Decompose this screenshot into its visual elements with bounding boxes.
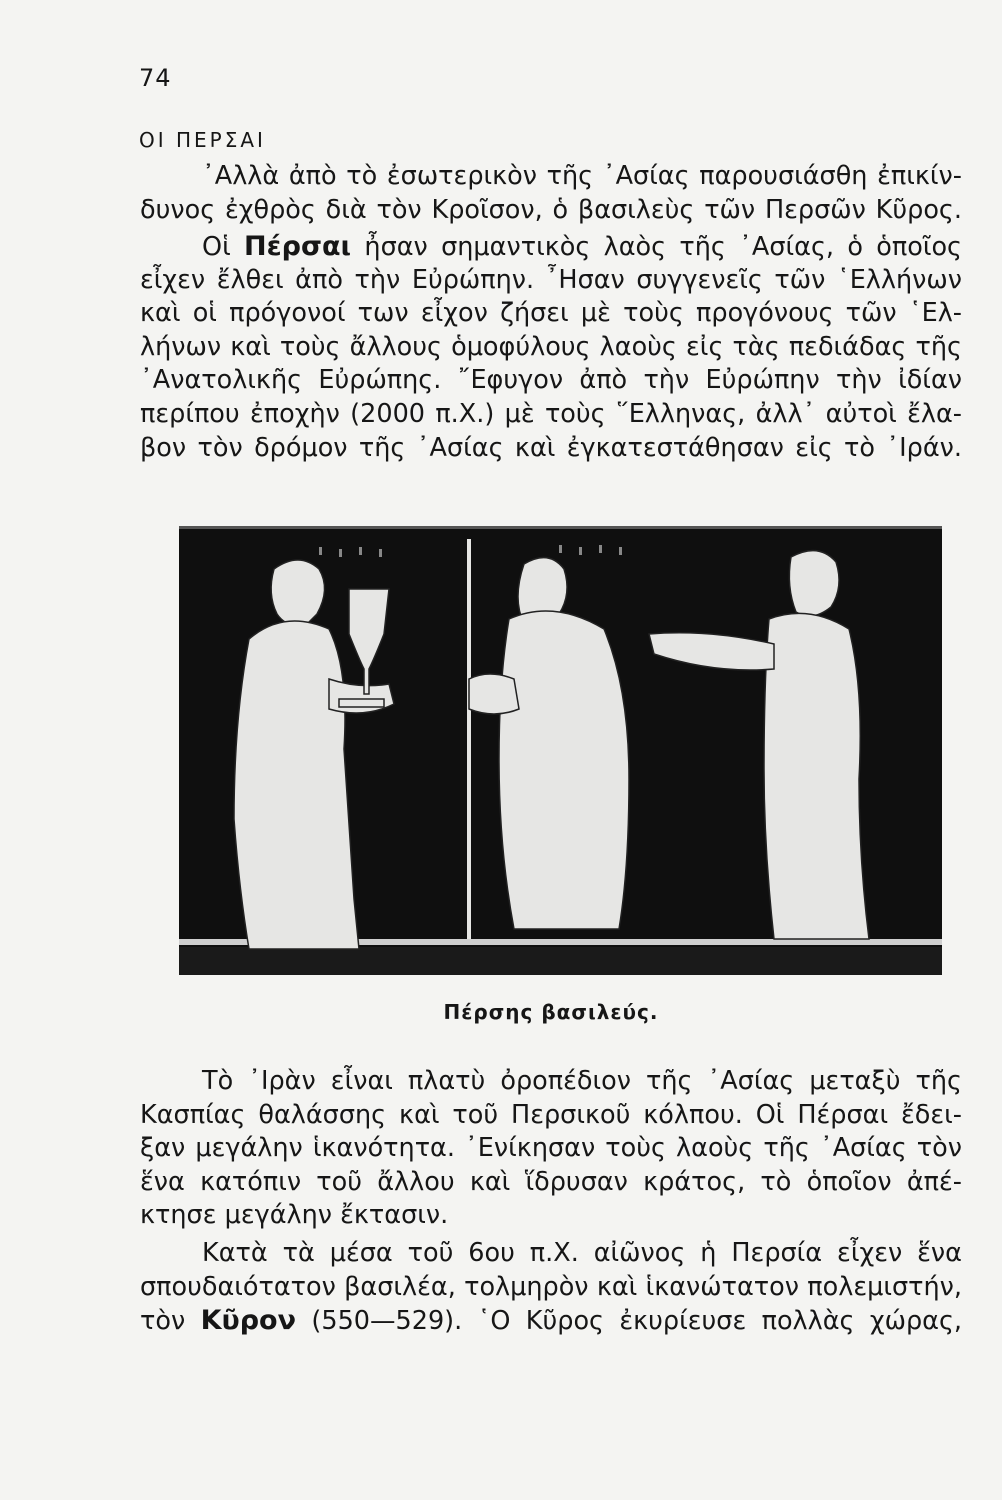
vase-painting-illustration xyxy=(179,529,942,975)
text-line: εἶχεν ἔλθει ἀπὸ τὴν Εὐρώπην. ῏Ησαν συγγενεῖς τῶν ῾Ελλήνων xyxy=(140,264,962,295)
text-line: δυνος ἐχθρὸς διὰ τὸν Κροῖσον, ὁ βασιλεὺς τῶν Περσῶν Κῦρος. xyxy=(140,194,962,225)
text-fragment: ἦσαν σημαντικὸς λαὸς τῆς ᾽Ασίας, ὁ ὁποῖος xyxy=(364,232,963,262)
paragraph-1 xyxy=(140,160,962,227)
text-line: Κασπίας θαλάσσης καὶ τοῦ Περσικοῦ κόλπου. Οἱ Πέρσαι ἔδει- xyxy=(140,1099,962,1130)
text-fragment: τὸν xyxy=(140,1306,186,1337)
text-line: ξαν μεγάλην ἱκανότητα. ᾽Ενίκησαν τοὺς λαοὺς τῆς ᾽Ασίας τὸν xyxy=(140,1133,962,1164)
paragraph-4 xyxy=(140,1237,962,1338)
text-line: κτησε μεγάλην ἔκτασιν. xyxy=(140,1200,449,1231)
text-line: Τὸ ᾽Ιρὰν εἶναι πλατὺ ὀροπέδιον τῆς ᾽Ασίας μεταξὺ τῆς xyxy=(202,1066,962,1096)
text-line: καὶ οἱ πρόγονοί των εἶχον ζήσει μὲ τοὺς προγόνους τῶν ῾Ελ- xyxy=(140,298,962,329)
text-line: περίπου ἐποχὴν (2000 π.Χ.) μὲ τοὺς ῞Ελληνας, ἀλλ᾽ αὐτοὶ ἔλα- xyxy=(140,398,962,429)
text-line: Κατὰ τὰ μέσα τοῦ 6ου π.Χ. αἰῶνος ἡ Περσία εἶχεν ἕνα xyxy=(202,1238,962,1268)
vase-painting-figure xyxy=(179,526,942,975)
running-head: ΟΙ ΠΕΡΣΑΙ xyxy=(139,128,266,152)
page-number: 74 xyxy=(139,64,172,92)
text-line: ἕνα κατόπιν τοῦ ἄλλου καὶ ἵδρυσαν κράτος, τὸ ὁποῖον ἀπέ- xyxy=(140,1166,962,1197)
text-line xyxy=(140,1304,962,1338)
text-line: λήνων καὶ τοὺς ἄλλους ὁμοφύλους λαοὺς εἰς τὰς πεδιάδας τῆς xyxy=(140,331,962,362)
bold-term-cyrus: Κῦρον xyxy=(200,1305,297,1337)
paragraph-3 xyxy=(140,1065,962,1233)
bold-term-persians: Πέρσαι xyxy=(244,231,352,262)
text-line xyxy=(140,230,962,264)
text-fragment: (550—529). ῾Ο Κῦρος ἐκυρίευσε πολλὰς χώρας, xyxy=(311,1306,963,1337)
text-line: ᾽Αλλὰ ἀπὸ τὸ ἐσωτερικὸν τῆς ᾽Ασίας παρουσιάσθη ἐπικίν- xyxy=(202,161,962,191)
text-line: ᾽Ανατολικῆς Εὐρώπης. ῎Εφυγον ἀπὸ τὴν Εὐρώπην τὴν ἰδίαν xyxy=(140,365,962,396)
paragraph-2 xyxy=(140,230,962,465)
text-line: βον τὸν δρόμον τῆς ᾽Ασίας καὶ ἐγκατεστάθησαν εἰς τὸ ᾽Ιράν. xyxy=(140,432,962,463)
text-fragment: Οἱ xyxy=(202,232,231,262)
figure-caption: Πέρσης βασιλεύς. xyxy=(443,1000,659,1024)
text-line: σπουδαιότατον βασιλέα, τολμηρὸν καὶ ἱκανώτατον πολεμιστήν, xyxy=(140,1271,962,1302)
